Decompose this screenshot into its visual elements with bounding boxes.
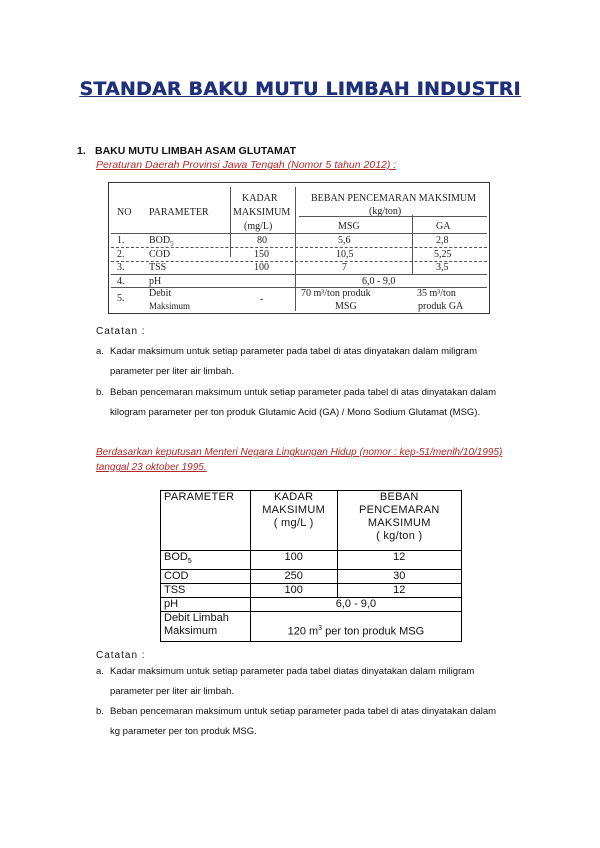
table-rule	[111, 261, 487, 262]
table-row	[161, 597, 462, 611]
table-glutamate-national	[160, 490, 462, 642]
row-ga: 2,8	[436, 235, 449, 246]
row-parameter: pH	[149, 276, 162, 287]
note-marker: a.	[96, 666, 104, 677]
table-row	[161, 583, 462, 597]
decree-reference: Berdasarkan keputusan Menteri Negara Lingkungan Hidup (nomor : kep-51/menlh/10/1995)	[96, 447, 503, 458]
section-number: 1.	[77, 145, 86, 157]
header-no: NO	[117, 207, 132, 218]
row-parameter: COD	[149, 249, 171, 260]
cell-beban: 12	[337, 583, 461, 597]
note-text: Beban pencemaran maksimum untuk setiap parameter pada tabel di atas dinyatakan dalam	[110, 706, 497, 717]
note-text: Beban pencemaran maksimum untuk setiap parameter pada tabel di atas dinyatakan dalam	[110, 387, 497, 398]
cell-kadar: 100	[250, 583, 337, 597]
note-item	[96, 342, 530, 382]
header-kadar: KADAR MAKSIMUM ( mg/L )	[250, 491, 337, 551]
row-kadar: -	[260, 294, 264, 305]
table-rule	[111, 233, 487, 234]
row-parameter: Debit	[149, 288, 172, 299]
table-row	[161, 551, 462, 569]
header-kadar: KADAR	[242, 193, 278, 204]
table-rule	[111, 274, 487, 275]
header-msg: MSG	[338, 221, 360, 232]
cell-beban: 30	[337, 569, 461, 583]
cell-parameter: TSS	[161, 583, 251, 597]
note-item	[96, 383, 530, 423]
row-no: 3.	[117, 262, 125, 273]
note-marker: a.	[96, 346, 104, 357]
row-merged-value: 6,0 - 9,0	[362, 276, 396, 287]
table-row	[161, 569, 462, 583]
decree-reference-date: tanggal 23 oktober 1995.	[96, 462, 207, 473]
row-kadar: 80	[257, 235, 267, 246]
row-parameter: TSS	[149, 262, 167, 273]
row-parameter: $BOD_5$	[149, 235, 174, 248]
row-parameter-cont: Maksimum	[149, 301, 191, 311]
regulation-reference: Peraturan Daerah Provinsi Jawa Tengah (Nomor 5 tahun 2012) :	[96, 159, 397, 171]
note-item	[96, 662, 530, 702]
table-row	[161, 611, 462, 641]
note-text-cont: kg parameter per ton produk MSG.	[110, 726, 257, 737]
row-no: 2.	[117, 249, 125, 260]
section-heading	[77, 145, 296, 157]
header-beban-unit: (kg/ton)	[369, 206, 402, 217]
cell-kadar: 100	[250, 551, 337, 569]
table-rule	[299, 216, 487, 217]
row-no: 5.	[117, 293, 125, 304]
notes-label: Catatan :	[96, 326, 146, 337]
row-no: 4.	[117, 276, 125, 287]
note-text: Kadar maksimum untuk setiap parameter pada tabel di atas dinyatakan dalam miligram	[110, 346, 477, 357]
note-text-cont: parameter per liter air limbah.	[110, 686, 235, 697]
row-msg: 5,6	[338, 235, 351, 246]
table-divider	[295, 187, 296, 311]
section-title: BAKU MUTU LIMBAH ASAM GLUTAMAT	[95, 145, 297, 157]
header-maksimum: MAKSIMUM	[233, 207, 291, 218]
row-kadar: 150	[254, 249, 269, 260]
cell-parameter: pH	[161, 597, 251, 611]
cell-debit-value: 120 $m^3$ per ton produk MSG	[250, 611, 461, 641]
table-divider	[412, 215, 413, 275]
header-parameter: PARAMETER	[161, 491, 251, 551]
cell-parameter: $BOD_5$	[161, 551, 251, 569]
header-ga: GA	[436, 221, 451, 232]
cell-kadar: 250	[250, 569, 337, 583]
row-msg: 7	[342, 262, 347, 273]
row-ga: 5,25	[434, 249, 452, 260]
row-ga-cont: produk GA	[418, 301, 464, 312]
note-text: Kadar maksimum untuk setiap parameter pada tabel diatas dinyatakan dalam miligram	[110, 666, 475, 677]
header-unit: (mg/L)	[244, 221, 273, 232]
note-text-cont: kilogram parameter per ton produk Glutamic Acid (GA) / Mono Sodium Glutamat (MSG).	[110, 407, 481, 418]
row-msg: 10,5	[336, 249, 354, 260]
row-ga: 35 m³/ton	[417, 288, 456, 299]
cell-parameter: Debit Limbah Maksimum	[161, 611, 251, 641]
table-rule	[111, 247, 487, 248]
header-beban: BEBAN PENCEMARAN MAKSIMUM ( kg/ton )	[337, 491, 461, 551]
note-marker: b.	[96, 387, 104, 398]
header-beban: BEBAN PENCEMARAN MAKSIMUM	[311, 193, 477, 204]
row-msg: 70 m³/ton produk	[301, 288, 371, 299]
note-marker: b.	[96, 706, 104, 717]
cell-beban: 12	[337, 551, 461, 569]
row-msg-cont: MSG	[335, 301, 357, 312]
header-parameter: PARAMETER	[149, 207, 209, 218]
row-kadar: 100	[254, 262, 269, 273]
cell-parameter: COD	[161, 569, 251, 583]
row-ga: 3,5	[436, 262, 449, 273]
table-glutamate-regional	[108, 182, 490, 314]
notes-label: Catatan :	[96, 650, 146, 661]
row-no: 1.	[117, 235, 125, 246]
note-text-cont: parameter per liter air limbah.	[110, 366, 235, 377]
cell-ph-range: 6,0 - 9,0	[250, 597, 461, 611]
note-item	[96, 702, 530, 742]
document-title: STANDAR BAKU MUTU LIMBAH INDUSTRI	[79, 78, 521, 100]
